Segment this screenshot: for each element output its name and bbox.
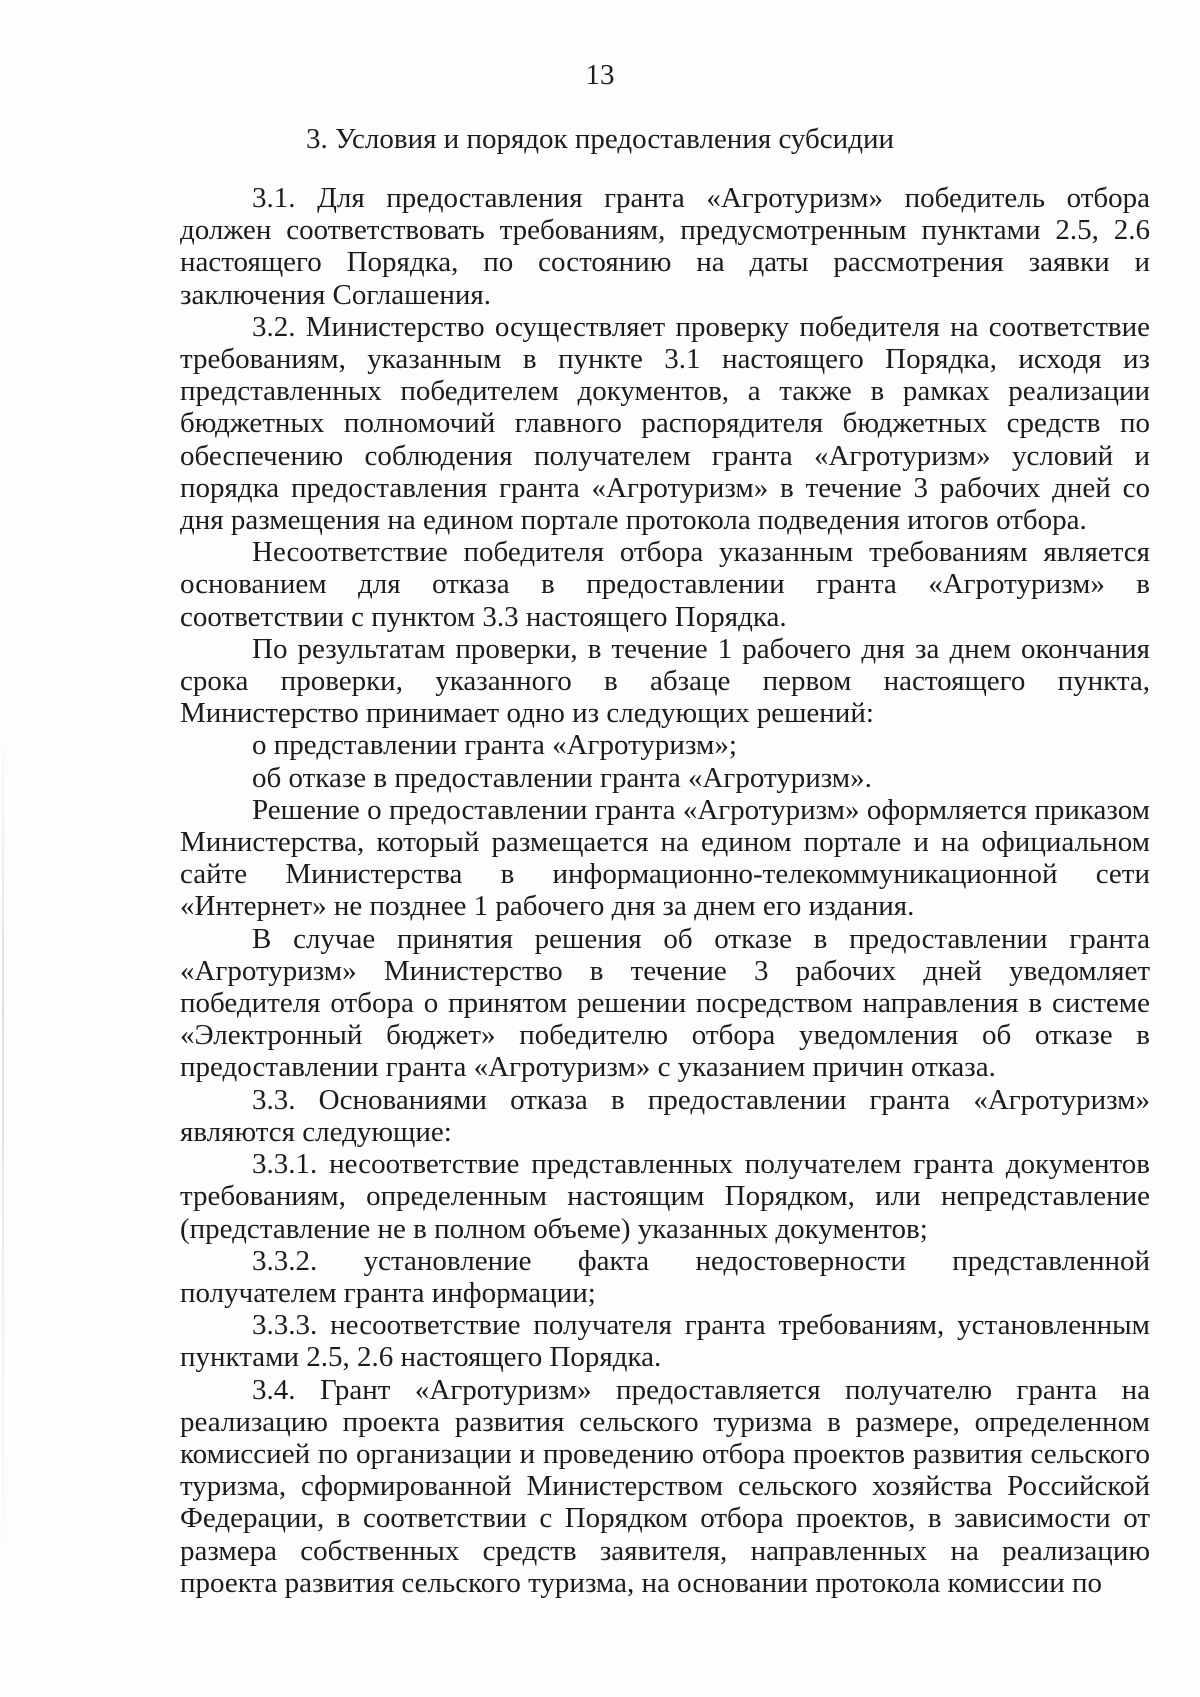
- scan-edge-shadow: [2, 720, 4, 1600]
- paragraph-3-1: 3.1. Для предоставления гранта «Агротуризм» победитель отбора должен соответствовать требованиям, предусмотренным пунктами 2.5, 2.6 настоящего Порядка, по состоянию на даты рассмотрения заявки и заключения Соглашения.: [180, 182, 1150, 311]
- section-title: 3. Условия и порядок предоставления субсидии: [305, 123, 894, 155]
- paragraph-3-4: 3.4. Грант «Агротуризм» предоставляется получателю гранта на реализацию проекта развития сельского туризма в размере, определенном комиссией по организации и проведению отбора проектов развития сельского туризма, сформированной Министерством сельского хозяйства Российской Федерации, в соответствии с Порядком отбора проектов, в зависимости от размера собственных средств заявителя, направленных на реализацию проекта развития сельского туризма, на основании протокола комиссии по: [180, 1373, 1150, 1599]
- document-body: [180, 182, 1150, 1599]
- paragraph-noncompliance: Несоответствие победителя отбора указанным требованиям является основанием для отказа в предоставлении гранта «Агротуризм» в соответствии с пунктом 3.3 настоящего Порядка.: [180, 536, 1150, 633]
- paragraph-3-3-3: 3.3.3. несоответствие получателя гранта требованиям, установленным пунктами 2.5, 2.6 настоящего Порядка.: [180, 1309, 1150, 1374]
- page-number: 13: [585, 59, 615, 91]
- paragraph-3-3-2: 3.3.2. установление факта недостоверности представленной получателем гранта информации;: [180, 1244, 1150, 1309]
- paragraph-3-3: 3.3. Основаниями отказа в предоставлении гранта «Агротуризм» являются следующие:: [180, 1083, 1150, 1148]
- paragraph-3-2: 3.2. Министерство осуществляет проверку победителя на соответствие требованиям, указанным в пункте 3.1 настоящего Порядка, исходя из представленных победителем документов, а также в рамках реализации бюджетных полномочий главного распорядителя бюджетных средств по обеспечению соблюдения получателем гранта «Агротуризм» условий и порядка предоставления гранта «Агротуризм» в течение 3 рабочих дней со дня размещения на едином портале протокола подведения итогов отбора.: [180, 310, 1150, 537]
- paragraph-grant-decision: Решение о предоставлении гранта «Агротуризм» оформляется приказом Министерства, который размещается на едином портале и на официальном сайте Министерства в информационно-телекоммуникационной сети «Интернет» не позднее 1 рабочего дня за днем его издания.: [180, 793, 1150, 923]
- paragraph-check-results: По результатам проверки, в течение 1 рабочего дня за днем окончания срока проверки, указанного в абзаце первом настоящего пункта, Министерство принимает одно из следующих решений:: [180, 632, 1150, 730]
- decision-option-refusal: об отказе в предоставлении гранта «Агротуризм».: [252, 761, 872, 794]
- paragraph-3-3-1: 3.3.1. несоответствие представленных получателем гранта документов требованиям, определенным настоящим Порядком, или непредставление (представление не в полном объеме) указанных документов;: [180, 1148, 1150, 1245]
- decision-option-grant: о представлении гранта «Агротуризм»;: [252, 729, 737, 762]
- paragraph-refusal-notice: В случае принятия решения об отказе в предоставлении гранта «Агротуризм» Министерство в течение 3 рабочих дней уведомляет победителя отбора о принятом решении посредством направления в системе «Электронный бюджет» победителю отбора уведомления об отказе в предоставлении гранта «Агротуризм» с указанием причин отказа.: [180, 922, 1150, 1084]
